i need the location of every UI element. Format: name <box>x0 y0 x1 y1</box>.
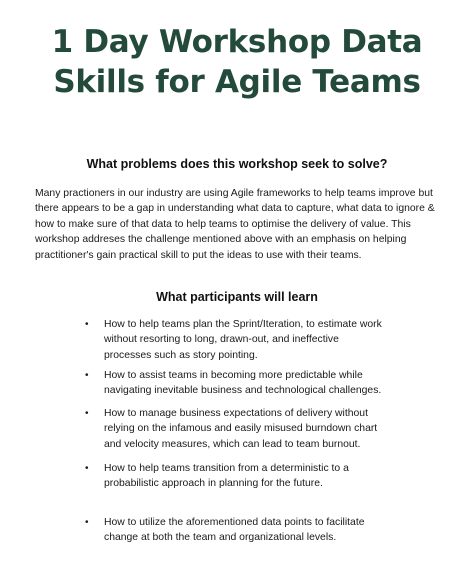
list-item-text: How to utilize the aforementioned data points to facilitate change at both the team and organizational levels. <box>104 517 365 544</box>
bullet-icon: • <box>85 463 89 474</box>
title-line-1: 1 Day Workshop Data <box>51 24 423 60</box>
bullet-icon: • <box>85 319 89 330</box>
list-item-text: How to help teams plan the Sprint/Iteration, to estimate work without resorting to long, drawn-out, and ineffective processes such as story pointing. <box>104 319 382 361</box>
list-item <box>85 317 383 363</box>
problems-paragraph: Many practioners in our industry are using Agile frameworks to help teams improve but there appears to be a gap in understanding what data to capture, what data to ignore & how to make sure of that data to help teams to optimise the delivery of value. This workshop addreses the challenge mentioned above with an emphasis on helping practitioner's gain practical skill to put the ideas to use with their teams. <box>35 188 435 261</box>
learn-heading: What participants will learn <box>156 290 318 304</box>
list-item <box>85 406 383 452</box>
list-item <box>85 368 383 399</box>
problems-heading: What problems does this workshop seek to solve? <box>86 157 388 171</box>
list-item-text: How to assist teams in becoming more predictable while navigating inevitable business and technological challenges. <box>104 370 382 397</box>
title-line-2: Skills for Agile Teams <box>53 64 421 100</box>
list-item <box>85 515 383 546</box>
bullet-icon: • <box>85 370 89 381</box>
bullet-icon: • <box>85 517 89 528</box>
bullet-icon: • <box>85 408 89 419</box>
list-item <box>85 461 383 492</box>
list-item-text: How to manage business expectations of delivery without relying on the infamous and easily misused burndown chart and velocity measures, which can lead to team burnout. <box>104 408 378 450</box>
list-item-text: How to help teams transition from a deterministic to a probabilistic approach in planning for the future. <box>104 463 349 490</box>
page-title <box>0 22 474 102</box>
